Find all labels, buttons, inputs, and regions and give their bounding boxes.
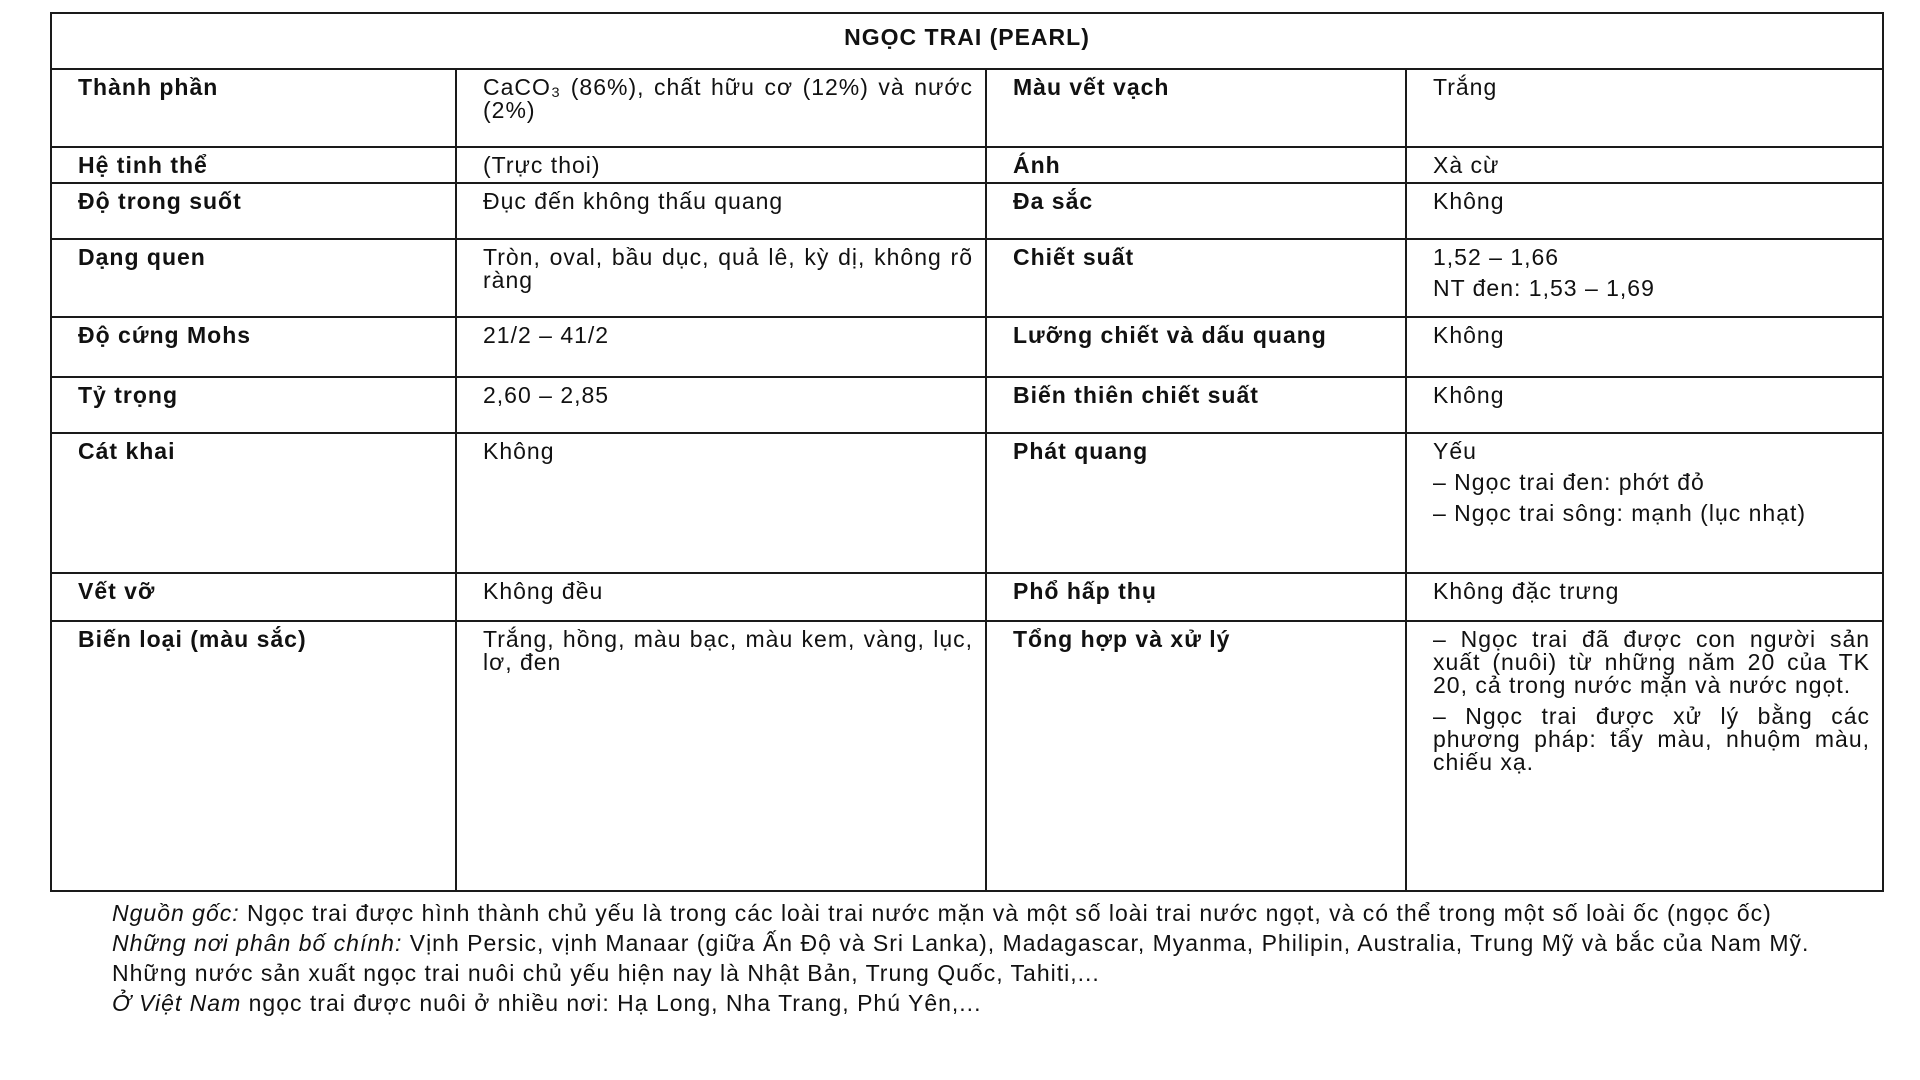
property-label: Chiết suất	[986, 239, 1406, 317]
property-value	[456, 239, 986, 317]
property-value	[1406, 147, 1883, 183]
property-value-line: Trắng, hồng, màu bạc, màu kem, vàng, lục, lơ, đen	[483, 626, 973, 675]
table-row	[51, 573, 1883, 621]
table-row	[51, 433, 1883, 573]
note-producers-text: Những nước sản xuất ngọc trai nuôi chủ yếu hiện nay là Nhật Bản, Trung Quốc, Tahiti,...	[112, 960, 1100, 986]
note-vietnam	[112, 990, 1882, 1016]
property-value	[1406, 377, 1883, 433]
note-vietnam-text: ngọc trai được nuôi ở nhiều nơi: Hạ Long, Nha Trang, Phú Yên,...	[241, 990, 982, 1016]
property-label: Độ trong suốt	[51, 183, 456, 239]
pearl-properties-table	[50, 12, 1884, 892]
property-label: Tổng hợp và xử lý	[986, 621, 1406, 891]
note-vietnam-lead: Ở Việt Nam	[112, 990, 242, 1016]
property-value	[456, 183, 986, 239]
property-value-line: Đục đến không thấu quang	[483, 188, 784, 214]
note-origin-text: Ngọc trai được hình thành chủ yếu là trong các loài trai nước mặn và một số loài trai nước ngọt, và có thể trong một số loài ốc (ngọc ốc)	[239, 900, 1772, 926]
property-value	[1406, 183, 1883, 239]
property-label: Tỷ trọng	[51, 377, 456, 433]
property-value-line: – Ngọc trai đen: phớt đỏ	[1433, 469, 1705, 495]
property-value	[1406, 621, 1883, 891]
property-label: Độ cứng Mohs	[51, 317, 456, 377]
table-row	[51, 239, 1883, 317]
table-row	[51, 183, 1883, 239]
property-value-line: 2,60 – 2,85	[483, 382, 610, 408]
document-page	[50, 12, 1882, 892]
table-title: NGỌC TRAI (PEARL)	[51, 13, 1883, 69]
table-row	[51, 621, 1883, 891]
property-value-line: Không	[1433, 322, 1505, 348]
note-distribution-text: Vịnh Persic, vịnh Manaar (giữa Ấn Độ và Sri Lanka), Madagascar, Myanma, Philipin, Australia, Trung Mỹ và bắc của Nam Mỹ.	[402, 930, 1810, 956]
note-origin	[112, 900, 1882, 926]
property-value-line: Yếu	[1433, 438, 1477, 464]
property-value	[1406, 69, 1883, 147]
property-label: Cát khai	[51, 433, 456, 573]
property-value	[456, 317, 986, 377]
table-row	[51, 377, 1883, 433]
property-value	[456, 573, 986, 621]
property-value-line: (Trực thoi)	[483, 152, 601, 178]
property-value-line: Tròn, oval, bầu dục, quả lê, kỳ dị, không rõ ràng	[483, 244, 973, 293]
property-value-line: Không đặc trưng	[1433, 578, 1620, 604]
property-value-line: 1,52 – 1,66	[1433, 244, 1560, 270]
property-label: Hệ tinh thể	[51, 147, 456, 183]
notes-section	[112, 900, 1882, 1020]
property-value	[1406, 317, 1883, 377]
property-label: Biến loại (màu sắc)	[51, 621, 456, 891]
property-label: Biến thiên chiết suất	[986, 377, 1406, 433]
property-label: Phát quang	[986, 433, 1406, 573]
property-value-line: Xà cừ	[1433, 152, 1500, 178]
property-value	[1406, 239, 1883, 317]
property-value	[1406, 433, 1883, 573]
property-label: Đa sắc	[986, 183, 1406, 239]
property-value-line: NT đen: 1,53 – 1,69	[1433, 275, 1655, 301]
property-value-line: Không đều	[483, 578, 604, 604]
property-value	[456, 433, 986, 573]
table-row	[51, 317, 1883, 377]
property-value-line: Trắng	[1433, 74, 1498, 100]
note-distribution-lead: Những nơi phân bố chính:	[112, 930, 403, 956]
property-value-line: CaCO₃ (86%), chất hữu cơ (12%) và nước (2%)	[483, 74, 973, 123]
property-value	[456, 147, 986, 183]
property-value-line: – Ngọc trai sông: mạnh (lục nhạt)	[1433, 500, 1807, 526]
property-label: Lưỡng chiết và dấu quang	[986, 317, 1406, 377]
property-value-line: Không	[1433, 188, 1505, 214]
property-value	[1406, 573, 1883, 621]
table-row	[51, 69, 1883, 147]
property-value-line: Không	[483, 438, 555, 464]
property-value-line: 21/2 – 41/2	[483, 322, 610, 348]
property-value	[456, 621, 986, 891]
property-value-line: Không	[1433, 382, 1505, 408]
note-origin-lead: Nguồn gốc:	[112, 900, 240, 926]
property-label: Dạng quen	[51, 239, 456, 317]
property-label: Ánh	[986, 147, 1406, 183]
note-distribution	[112, 930, 1882, 956]
property-value-line: – Ngọc trai được xử lý bằng các phương pháp: tẩy màu, nhuộm màu, chiếu xạ.	[1433, 703, 1871, 775]
property-value-line: – Ngọc trai đã được con người sản xuất (nuôi) từ những năm 20 của TK 20, cả trong nước mặn và nước ngọt.	[1433, 626, 1871, 698]
property-label: Thành phần	[51, 69, 456, 147]
note-producers	[112, 960, 1882, 986]
property-value	[456, 69, 986, 147]
property-label: Vết vỡ	[51, 573, 456, 621]
table-row	[51, 147, 1883, 183]
property-label: Màu vết vạch	[986, 69, 1406, 147]
table-title-row	[51, 13, 1883, 69]
property-value	[456, 377, 986, 433]
property-label: Phổ hấp thụ	[986, 573, 1406, 621]
